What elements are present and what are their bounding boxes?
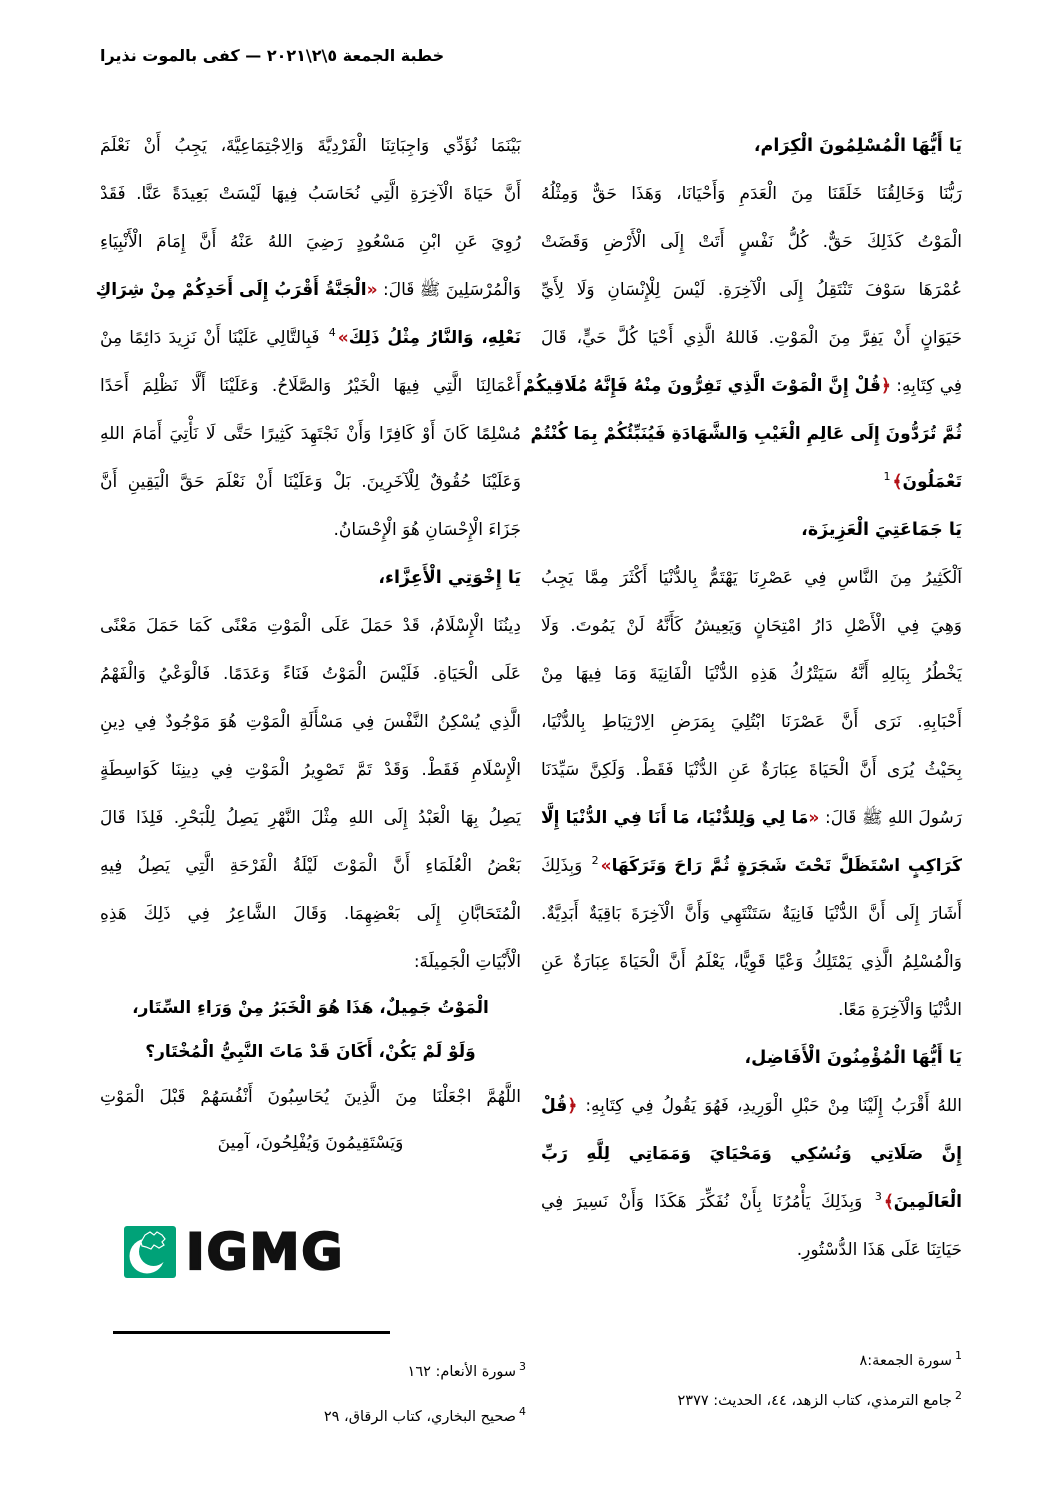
text-segment: اللَّهُمَّ اجْعَلْنَا مِنَ الَّذِينَ يُحَاسِبُونَ أَنْفُسَهُمْ قَبْلَ الْمَوْتِ bbox=[100, 1087, 521, 1107]
text-line bbox=[100, 458, 521, 506]
text-line bbox=[541, 170, 962, 218]
text-line bbox=[100, 554, 521, 602]
footnote-number: 2 bbox=[955, 1389, 962, 1402]
text-line bbox=[100, 746, 521, 794]
text-line bbox=[541, 986, 962, 1034]
footnote-ref: 4 bbox=[328, 326, 336, 340]
text-segment: قُلْ bbox=[541, 1096, 568, 1116]
column-right bbox=[522, 122, 962, 1274]
igmg-logo bbox=[124, 1223, 345, 1281]
para-block bbox=[95, 122, 522, 554]
text-line bbox=[100, 794, 521, 842]
footnote-separator bbox=[113, 1331, 390, 1334]
text-segment: اَلْكَثِيرُ مِنَ النَّاسِ فِي عَصْرِنَا يَهْتَمُّ بِالدُّنْيَا أَكْثَرَ مِمَّا يَجِبُ bbox=[541, 568, 962, 588]
text-segment: وَهِيَ فِي الْأَصْلِ دَارُ امْتِحَانٍ وَيَعِيشُ كَأَنَّهُ لَنْ يَمُوتَ. وَلَا bbox=[541, 616, 962, 636]
column-left bbox=[95, 122, 522, 1274]
quote-ornament: ﴿ bbox=[880, 376, 891, 396]
text-line bbox=[100, 890, 521, 938]
text-line bbox=[95, 266, 521, 314]
section-heading bbox=[541, 122, 962, 170]
text-line bbox=[100, 362, 521, 410]
page-header bbox=[100, 46, 962, 65]
text-line bbox=[541, 314, 962, 362]
footnotes-right bbox=[678, 1336, 962, 1416]
quote-ornament: « bbox=[808, 808, 820, 828]
text-segment: وَالْمُرْسَلِينَ ﷺ قَالَ: bbox=[377, 280, 521, 300]
footnote-text: سورة الجمعة:٨ bbox=[859, 1352, 952, 1369]
footnote-text: جامع الترمذي، كتاب الزهد، ٤٤، الحديث: ٢٣٧٧ bbox=[677, 1392, 952, 1409]
footnote-ref: 2 bbox=[591, 854, 599, 868]
sermon-title: خطبة الجمعة ٥\٢\٢٠٢١ — كفى بالموت نذيرا bbox=[100, 46, 445, 65]
text-segment: وَالْمُسْلِمُ الَّذِي يَمْتَلِكُ وَعْيًا قَوِيًّا، يَعْلَمُ أَنَّ الْحَيَاةَ عِبَارَةٌ عَنِ bbox=[541, 952, 962, 972]
text-segment: فَبِالتَّالِي عَلَيْنَا أَنْ نَزِيدَ دَائِمًا مِنْ bbox=[100, 328, 327, 348]
section-heading bbox=[100, 554, 521, 602]
footnote bbox=[678, 1376, 962, 1416]
text-segment: اللهُ أَقْرَبُ إِلَيْنَا مِنْ حَبْلِ الْوَرِيدِ، فَهُوَ يَقُولُ فِي كِتَابِهِ: bbox=[577, 1096, 962, 1116]
text-segment: الْأَبْيَاتِ الْجَمِيلَةَ: bbox=[413, 952, 521, 972]
text-segment: كَرَاكِبٍ اسْتَظَلَّ تَحْتَ شَجَرَةٍ ثُمَّ رَاحَ وَتَرَكَهَا bbox=[611, 856, 962, 876]
text-line bbox=[530, 410, 962, 458]
footnote bbox=[678, 1336, 962, 1376]
quote-ornament: ﴿ bbox=[567, 1096, 578, 1116]
text-segment: بَيْنَمَا نُؤَدِّي وَاجِبَاتِنَا الْفَرْدِيَّةَ وَالِاجْتِمَاعِيَّةَ، يَجِبُ أَنْ نَعْلَمَ bbox=[100, 136, 521, 156]
text-segment: أَشَارَ إِلَى أَنَّ الدُّنْيَا فَانِيَةٌ سَتَنْتَهِي وَأَنَّ الْآخِرَةَ بَاقِيَةٌ أَبَدِيَّةٌ. bbox=[541, 904, 962, 924]
text-segment: وَيَسْتَقِيمُونَ وَيُفْلِحُونَ، آمِينَ bbox=[217, 1133, 404, 1153]
text-segment: حَيَاتِنَا عَلَى هَذَا الدُّسْتُورِ. bbox=[796, 1240, 962, 1260]
footnote bbox=[100, 1389, 526, 1434]
quote-ornament: « bbox=[366, 280, 378, 300]
footnote-number: 1 bbox=[955, 1349, 962, 1362]
text-line bbox=[541, 746, 962, 794]
footnote-text: صحيح البخاري، كتاب الرقاق، ٢٩ bbox=[323, 1408, 516, 1425]
text-segment: وَبِذَلِكَ يَأْمُرُنَا بِأَنْ نُفَكِّرَ هَكَذَا وَأَنْ نَسِيرَ فِي bbox=[541, 1192, 873, 1212]
quote-ornament: » bbox=[337, 328, 349, 348]
text-segment: أَعْمَالِنَا الَّتِي فِيهَا الْخَيْرُ وَالصَّلَاحُ. وَعَلَيْنَا أَلَّا نَظْلِمَ أَحَدًا bbox=[100, 376, 521, 396]
text-line bbox=[541, 506, 962, 554]
text-line bbox=[541, 1226, 962, 1274]
text-segment: يَا إِخْوَتِي الْأَعِزَّاء، bbox=[378, 568, 521, 588]
footnote-text: سورة الأنعام: ١٦٢ bbox=[407, 1363, 516, 1380]
text-segment: الدُّنْيَا وَالْآخِرَةِ مَعًا. bbox=[838, 1000, 962, 1020]
text-line bbox=[541, 122, 962, 170]
text-segment: يَا جَمَاعَتِيَ الْعَزِيزَة، bbox=[801, 520, 962, 540]
text-segment: جَزَاءَ الْإِحْسَانِ هُوَ الْإِحْسَانُ. bbox=[333, 520, 521, 540]
text-line bbox=[541, 266, 962, 314]
text-line bbox=[541, 218, 962, 266]
text-line bbox=[100, 602, 521, 650]
text-segment: الَّذِي يُسْكِنُ النَّفْسَ فِي مَسْأَلَةِ الْمَوْتِ هُوَ مَوْجُودٌ فِي دِينِ bbox=[100, 712, 521, 732]
text-segment: يَا أَيُّهَا الْمُؤْمِنُونَ الْأَفَاضِل، bbox=[744, 1048, 962, 1068]
text-line bbox=[522, 362, 962, 410]
text-segment: الْعَالَمِينَ bbox=[893, 1192, 962, 1212]
section-heading bbox=[541, 506, 962, 554]
text-segment: قُلْ إِنَّ الْمَوْتَ الَّذِي تَفِرُّونَ مِنْهُ فَإِنَّهُ مُلَاقِيكُمْ bbox=[522, 376, 881, 396]
footnote-number: 3 bbox=[519, 1360, 526, 1373]
text-segment: مَا لِي وَلِلدُّنْيَا، مَا أَنَا فِي الدُّنْيَا إِلَّا bbox=[541, 808, 809, 828]
igmg-wordmark: IGMG bbox=[186, 1223, 345, 1281]
text-line bbox=[541, 1130, 962, 1178]
text-columns bbox=[95, 122, 962, 1274]
text-segment: الْجَنَّةُ أَقْرَبُ إِلَى أَحَدِكُمْ مِنْ شِرَاكِ bbox=[95, 280, 367, 300]
text-line bbox=[100, 842, 521, 890]
footnote-ref: 3 bbox=[874, 1190, 882, 1204]
quote-ornament: » bbox=[600, 856, 612, 876]
section-heading bbox=[541, 1034, 962, 1082]
text-line bbox=[100, 986, 521, 1030]
text-line bbox=[100, 698, 521, 746]
poem-block bbox=[100, 986, 521, 1074]
text-line bbox=[100, 218, 521, 266]
text-segment: أَحْبَابِهِ. نَرَى أَنَّ عَصْرَنَا ابْتُلِيَ بِمَرَضِ الِارْتِبَاطِ بِالدُّنْيَا، bbox=[541, 712, 962, 732]
text-line bbox=[100, 410, 521, 458]
text-line bbox=[100, 1074, 521, 1120]
text-segment: يَصِلُ بِهَا الْعَبْدُ إِلَى اللهِ مِثْلَ النَّهْرِ يَصِلُ لِلْبَحْرِ. فَلِذَا قَالَ bbox=[100, 808, 521, 828]
text-line bbox=[541, 842, 962, 890]
text-segment: يَا أَيُّهَا الْمُسْلِمُونَ الْكِرَام، bbox=[753, 136, 962, 156]
text-segment: يَخْطُرُ بِبَالِهِ أَنَّهُ سَيَتْرُكُ هَذِهِ الدُّنْيَا الْفَانِيَةَ وَمَا فِيهَا مِنْ bbox=[541, 664, 962, 684]
text-line bbox=[100, 650, 521, 698]
text-line bbox=[541, 458, 962, 506]
text-line bbox=[541, 698, 962, 746]
text-segment: بِحَيْثُ يُرَى أَنَّ الْحَيَاةَ عِبَارَةٌ عَنِ الدُّنْيَا فَقَطْ. وَلَكِنَّ سَيِّدَنَا bbox=[541, 760, 962, 780]
text-segment: ثُمَّ تُرَدُّونَ إِلَى عَالِمِ الْغَيْبِ وَالشَّهَادَةِ فَيُنَبِّئُكُمْ بِمَا كُنْتُمْ bbox=[530, 424, 962, 444]
text-segment: حَيَوَانٍ أَنْ يَفِرَّ مِنَ الْمَوْتِ. فَاللهُ الَّذِي أَحْيَا كُلَّ حَيٍّ، قَالَ bbox=[541, 328, 962, 348]
text-line bbox=[100, 170, 521, 218]
text-line bbox=[541, 794, 962, 842]
text-line bbox=[541, 554, 962, 602]
para-block bbox=[541, 1082, 962, 1274]
text-line bbox=[541, 1178, 962, 1226]
text-segment: فِي كِتَابِهِ: bbox=[890, 376, 962, 396]
text-segment: دِينُنَا الْإِسْلَامُ، قَدْ حَمَلَ عَلَى الْمَوْتِ مَعْنًى كَمَا حَمَلَ مَعْنًى bbox=[100, 616, 521, 636]
footnote-number: 4 bbox=[519, 1405, 526, 1418]
text-segment: الْمَوْتُ جَمِيلٌ، هَذَا هُوَ الْخَبَرُ مِنْ وَرَاءِ السِّتَار، bbox=[132, 998, 489, 1018]
text-line bbox=[541, 938, 962, 986]
text-line bbox=[100, 1030, 521, 1074]
para-block bbox=[541, 554, 962, 1034]
text-segment: إِنَّ صَلَاتِي وَنُسُكِي وَمَحْيَايَ وَمَمَاتِي لِلَّهِ رَبِّ bbox=[541, 1144, 962, 1164]
text-line bbox=[100, 314, 521, 362]
text-segment: تَعْمَلُونَ bbox=[902, 472, 962, 492]
text-segment: وَعَلَيْنَا حُقُوقٌ لِلْآخَرِينَ. بَلْ وَعَلَيْنَا أَنْ نَعْلَمَ حَقَّ الْيَقِينِ أَنَّ bbox=[100, 472, 521, 492]
text-line bbox=[541, 1034, 962, 1082]
text-segment: نَعْلِهِ، وَالنَّارُ مِثْلُ ذَلِكَ bbox=[348, 328, 522, 348]
text-line bbox=[100, 122, 521, 170]
text-line bbox=[100, 938, 521, 986]
footnote-ref: 1 bbox=[883, 470, 891, 484]
dua-block bbox=[100, 1074, 521, 1166]
text-segment: بَعْضُ الْعُلَمَاءِ أَنَّ الْمَوْتَ لَيْلَةُ الْفَرْحَةِ الَّتِي يَصِلُ فِيهِ bbox=[100, 856, 521, 876]
para-block bbox=[100, 602, 521, 986]
text-segment: وَلَوْ لَمْ يَكُنْ، أَكَانَ قَدْ مَاتَ النَّبِيُّ الْمُخْتَار؟ bbox=[145, 1042, 476, 1062]
text-line bbox=[541, 1082, 962, 1130]
text-segment: أَنَّ حَيَاةَ الْآخِرَةِ الَّتِي نُحَاسَبُ فِيهَا لَيْسَتْ بَعِيدَةً عَنَّا. فَقَدْ bbox=[100, 184, 521, 204]
text-segment: رُوِيَ عَنِ ابْنِ مَسْعُودٍ رَضِيَ اللهُ عَنْهُ أَنَّ إِمَامَ الْأَنْبِيَاءِ bbox=[100, 232, 521, 252]
para-block bbox=[522, 170, 962, 506]
text-line bbox=[100, 1120, 521, 1166]
quote-ornament: ﴾ bbox=[892, 472, 903, 492]
text-segment: رَسُولَ اللهِ ﷺ قَالَ: bbox=[819, 808, 962, 828]
text-segment: الْإِسْلَامِ فَقَطْ. وَقَدْ تَمَّ تَصْوِيرُ الْمَوْتِ فِي دِينِنَا كَوَاسِطَةٍ bbox=[100, 760, 521, 780]
text-line bbox=[541, 602, 962, 650]
text-line bbox=[541, 650, 962, 698]
text-segment: مُسْلِمًا كَانَ أَوْ كَافِرًا وَأَنْ نَجْتَهِدَ كَثِيرًا حَتَّى لَا نَأْتِيَ أَمَامَ اللهِ bbox=[100, 424, 521, 444]
igmg-logo-icon bbox=[124, 1226, 176, 1278]
text-segment: عَلَى الْحَيَاةِ. فَلَيْسَ الْمَوْتُ فَنَاءً وَعَدَمًا. فَالْوَعْيُ وَالْفَهْمُ bbox=[100, 664, 521, 684]
text-segment: الْمُتَحَابَّانِ إِلَى بَعْضِهِمَا. وَقَالَ الشَّاعِرُ فِي ذَلِكَ هَذِهِ bbox=[100, 904, 521, 924]
quote-ornament: ﴾ bbox=[883, 1192, 894, 1212]
text-line bbox=[100, 506, 521, 554]
text-segment: الْمَوْتُ كَذَلِكَ حَقٌّ. كُلُّ نَفْسٍ أَتَتْ إِلَى الْأَرْضِ وَقَضَتْ bbox=[541, 232, 962, 252]
footnotes-left bbox=[100, 1344, 526, 1434]
text-segment: رَبُّنَا وَخَالِقُنَا خَلَقَنَا مِنَ الْعَدَمِ وَأَحْيَانَا، وَهَذَا حَقٌّ وَمِثْلُهُ bbox=[541, 184, 962, 204]
text-segment: عُمْرَهَا سَوْفَ تَنْتَقِلُ إِلَى الْآخِرَةِ. لَيْسَ لِلْإِنْسَانِ وَلَا لِأَيِّ bbox=[541, 280, 962, 300]
footnote bbox=[100, 1344, 526, 1389]
text-line bbox=[541, 890, 962, 938]
text-segment: وَبِذَلِكَ bbox=[541, 856, 590, 876]
